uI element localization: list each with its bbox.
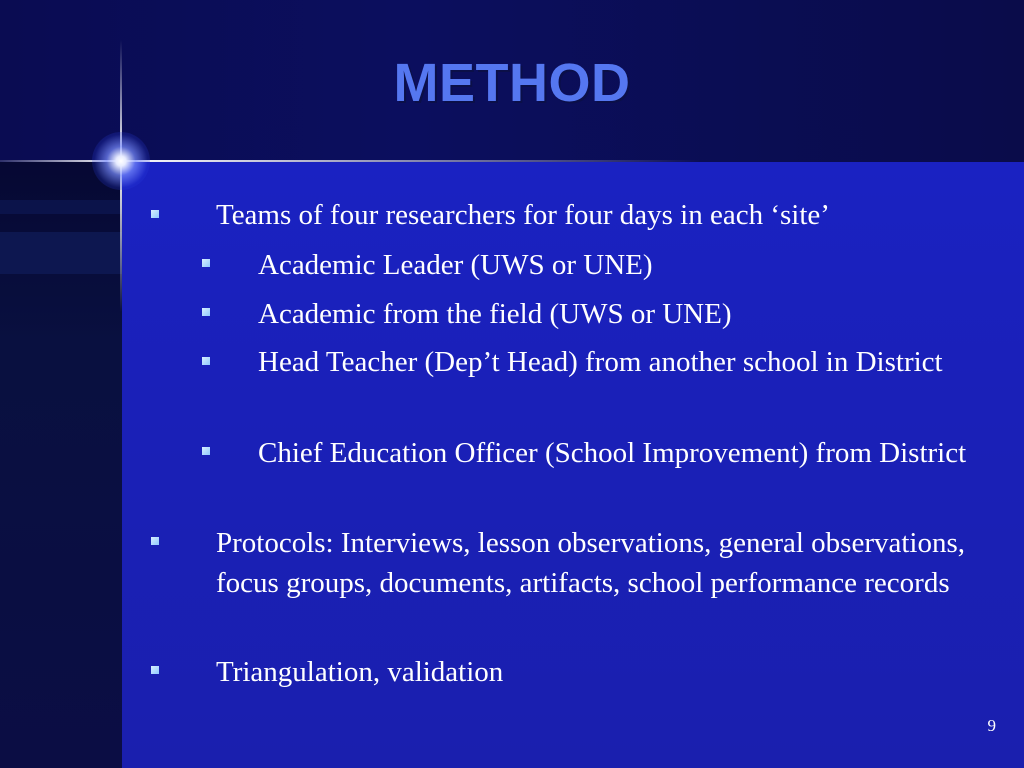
sub-bullet-text: Academic from the field (UWS or UNE) (258, 298, 732, 330)
square-bullet-icon (202, 308, 210, 316)
page-number: 9 (987, 716, 996, 735)
square-bullet-icon (202, 357, 210, 365)
square-bullet-icon (202, 447, 210, 455)
square-bullet-icon (202, 259, 210, 267)
sub-bullet-text: Academic Leader (UWS or UNE) (258, 249, 653, 281)
square-bullet-icon (151, 210, 159, 218)
slide-title: METHOD (393, 53, 631, 113)
sub-bullet-text: Head Teacher (Dep’t Head) from another school in District (258, 346, 943, 378)
square-bullet-icon (151, 666, 159, 674)
bullet-text: Teams of four researchers for four days in each ‘site’ (216, 199, 830, 231)
square-bullet-icon (151, 537, 159, 545)
bullet-text: Protocols: Interviews, lesson observations, general observations, focus groups, documents, artifacts, school performance records (216, 527, 966, 599)
sub-bullet-text: Chief Education Officer (School Improvement) from District (258, 437, 967, 469)
bullet-text: Triangulation, validation (216, 656, 504, 688)
